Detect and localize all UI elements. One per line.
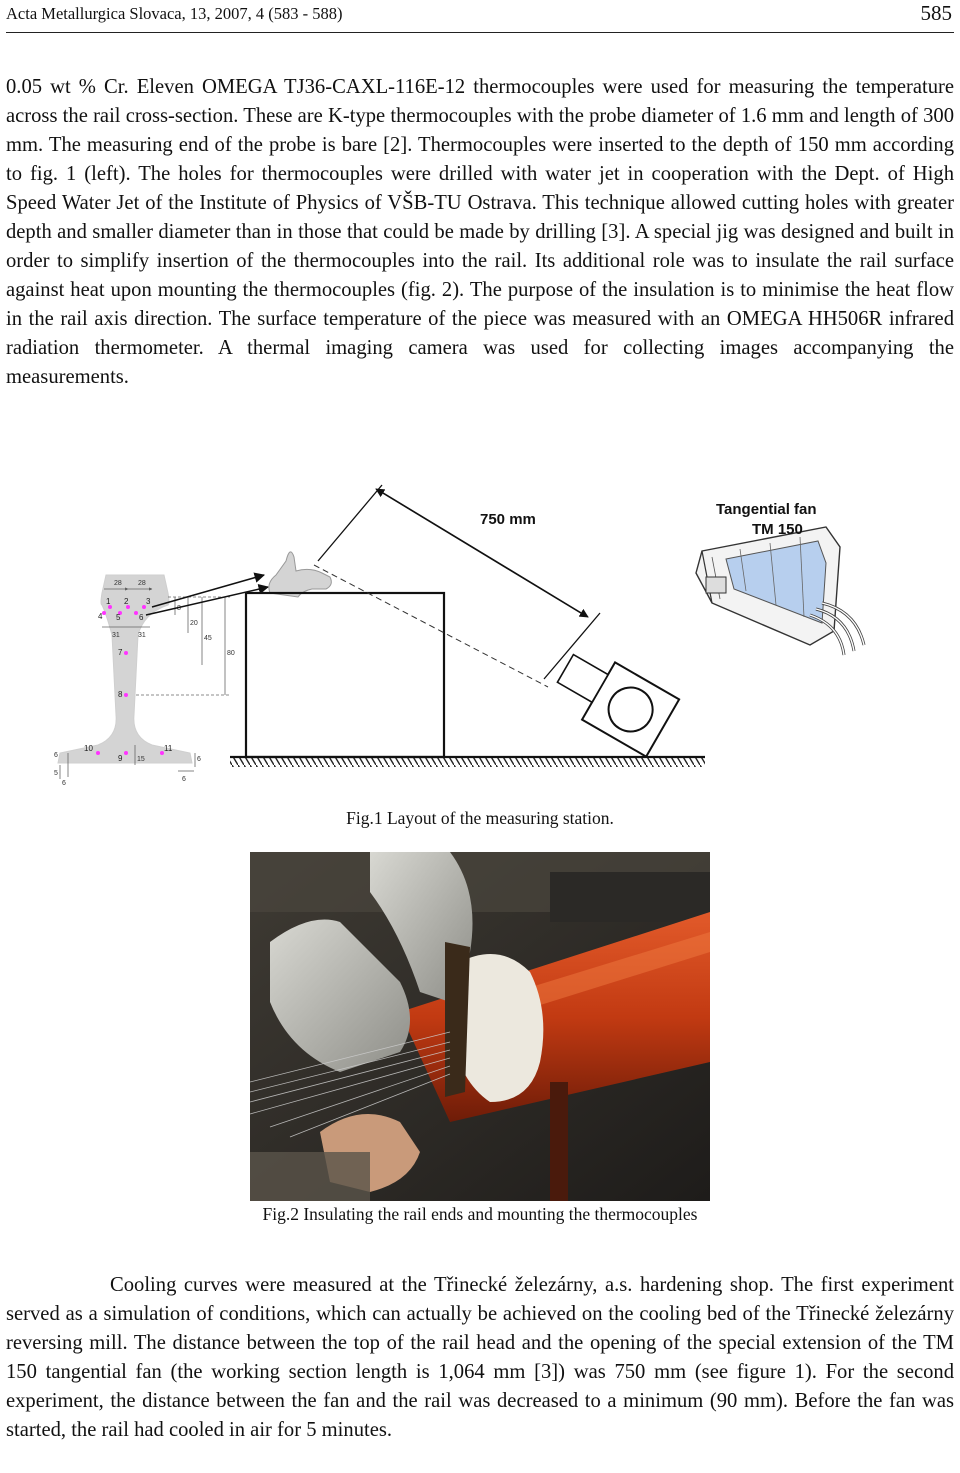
figure-2-caption: Fig.2 Insulating the rail ends and mounting the thermocouples (262, 1204, 698, 1224)
tc-label-11: 11 (164, 744, 173, 753)
dim-31-left: 31 (112, 632, 120, 639)
tc-label-2: 2 (124, 597, 129, 606)
tangential-fan-illustration (696, 527, 864, 655)
figure-1-caption: Fig.1 Layout of the measuring station. (346, 808, 614, 828)
page-number: 585 (920, 1, 952, 25)
fan-axis-line (314, 565, 548, 687)
dim-5: 5 (54, 770, 58, 777)
fan-outlet (547, 642, 679, 756)
distance-label: 750 mm (480, 511, 536, 528)
tc-label-10: 10 (84, 744, 93, 753)
figure-1-measuring-station (40, 465, 920, 795)
dim-extension-1 (318, 485, 382, 561)
page-header (6, 2, 954, 33)
body-paragraph-1: 0.05 wt % Cr. Eleven OMEGA TJ36-CAXL-116E-12 thermocouples were used for measuring the temperature across the rail cross-section. These are K-type thermocouples with the probe diameter of 1.6 mm and length of 300 mm. The measuring end of the probe is bare [2]. Thermocouples were inserted to the depth of 150 mm according to fig. 1 (left). The holes for thermocouples were drilled with water jet in cooperation with the Dept. of High Speed Water Jet of the Institute of Physics of VŠB-TU Ostrava. This technique allowed cutting holes with greater depth and smaller diameter than in those that could be made by drilling [3]. A special jig was designed and built in order to simplify insertion of the thermocouples into the rail. Its additional role was to insulate the rail surface against heat upon mounting the thermocouples (fig. 2). The purpose of the insulation is to minimise the heat flow in the rail axis direction. The surface temperature of the piece was measured with an OMEGA HH506R infrared radiation thermometer. A thermal imaging camera was used for collecting images accompanying the measurements. (6, 76, 954, 388)
tc-label-9: 9 (118, 754, 123, 763)
dim-28-left: 28 (114, 580, 122, 587)
dim-6-a: 6 (54, 752, 58, 759)
tc-label-1: 1 (106, 597, 111, 606)
tc-label-4: 4 (98, 612, 103, 621)
body-paragraph-2: Cooling curves were measured at the Třinecké železárny, a.s. hardening shop. The first experiment served as a simulation of conditions, which can actually be achieved on the cooling bed of the Třinecké železárny reversing mill. The distance between the top of the rail head and the opening of the special extension of the TM 150 tangential fan (the working section length is 1,064 mm [3]) was 750 mm (see figure 1). For the second experiment, the distance between the fan and the rail was decreased to a minimum (90 mm). Before the fan was started, the rail had cooled in air for 5 minutes. (6, 1274, 954, 1441)
tc-label-3: 3 (146, 597, 151, 606)
dim-6-d: 6 (62, 780, 66, 787)
fan-label-line-2: TM 150 (752, 521, 803, 538)
dim-28-right: 28 (138, 580, 146, 587)
dim-15: 15 (137, 756, 145, 763)
dim-31-right: 31 (138, 632, 146, 639)
tc-label-7: 7 (118, 648, 123, 657)
dim-6-c: 6 (182, 776, 186, 783)
tc-label-8: 8 (118, 690, 123, 699)
journal-reference: Acta Metallurgica Slovaca, 13, 2007, 4 (583 - 588) (6, 4, 343, 23)
tc-label-5: 5 (116, 613, 121, 622)
figure-2-photo (250, 852, 710, 1201)
dim-20: 20 (190, 620, 198, 627)
dim-45: 45 (204, 635, 212, 642)
dim-6-b: 6 (197, 756, 201, 763)
dim-arrow-b (380, 491, 588, 617)
fan-label-line-1: Tangential fan (716, 501, 817, 518)
ground-hatch (230, 758, 705, 767)
rail-profile-drawing (54, 575, 235, 787)
pointer-arrow-1 (152, 575, 264, 607)
rail-on-stand (269, 552, 331, 597)
tc-label-6: 6 (139, 613, 144, 622)
dim-80: 80 (227, 650, 235, 657)
dim-8: 8 (177, 605, 181, 612)
